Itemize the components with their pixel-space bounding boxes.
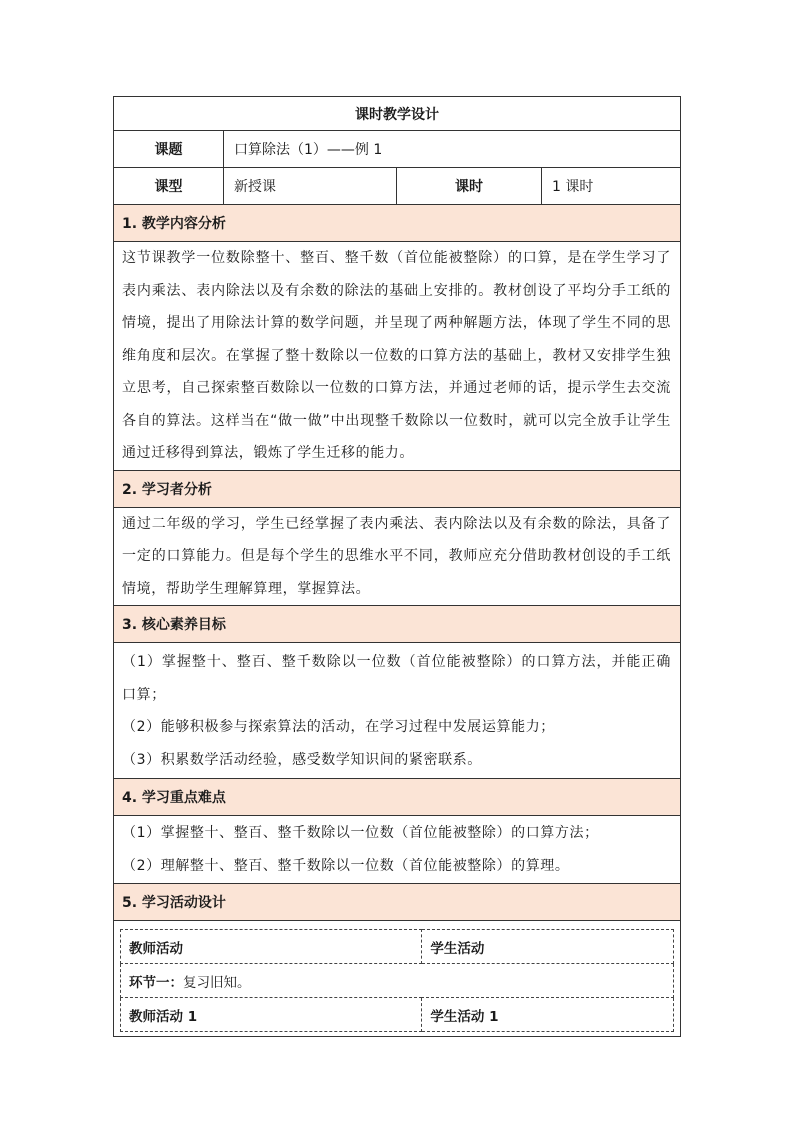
section-activity-design-body	[114, 921, 681, 1037]
lesson-plan-table	[113, 96, 681, 1037]
lesson-plan-document	[113, 96, 680, 1037]
topic-value: 口算除法（1）——例 1	[224, 131, 681, 168]
stage-text: 复习旧知。	[183, 974, 251, 991]
section-content-analysis-heading: 1. 教学内容分析	[114, 205, 681, 242]
key-point-item: （2）理解整十、整百、整千数除以一位数（首位能被整除）的算理。	[122, 857, 570, 874]
section-key-points-heading: 4. 学习重点难点	[114, 779, 681, 816]
section-content-analysis-text: 这节课教学一位数除整十、整百、整千数（首位能被整除）的口算，是在学生学习了表内乘法、表内除法以及有余数的除法的基础上安排的。教材创设了平均分手工纸的情境，提出了用除法计算的数学问题，并呈现了两种解题方法，体现了学生不同的思维角度和层次。在掌握了整十数除以一位数的口算方法的基础上，教材又安排学生独立思考，自己探索整百数除以一位数的口算方法，并通过老师的话，提示学生去交流各自的算法。这样当在“做一做”中出现整千数除以一位数时，就可以完全放手让学生通过迁移得到算法，锻炼了学生迁移的能力。	[114, 242, 681, 471]
student-activity-1: 学生活动 1	[422, 998, 674, 1032]
topic-label: 课题	[114, 131, 224, 168]
document-title: 课时教学设计	[114, 97, 681, 131]
teacher-activity-1: 教师活动 1	[121, 998, 422, 1032]
section-learner-analysis-text: 通过二年级的学习，学生已经掌握了表内乘法、表内除法以及有余数的除法，具备了一定的口算能力。但是每个学生的思维水平不同，教师应充分借助教材创设的手工纸情境，帮助学生理解算理，掌握算法。	[114, 507, 681, 606]
section-activity-design-heading: 5. 学习活动设计	[114, 884, 681, 921]
activity-table	[120, 929, 674, 1032]
class-hours-label: 课时	[397, 168, 542, 205]
lesson-type-value: 新授课	[224, 168, 397, 205]
goal-item: （2）能够积极参与探索算法的活动，在学习过程中发展运算能力；	[122, 719, 555, 735]
lesson-type-label: 课型	[114, 168, 224, 205]
stage-one-row	[121, 964, 674, 998]
teacher-activity-header: 教师活动	[121, 930, 422, 964]
stage-label: 环节一：	[129, 974, 183, 991]
key-point-item: （1）掌握整十、整百、整千数除以一位数（首位能被整除）的口算方法；	[122, 825, 599, 841]
goal-item: （3）积累数学活动经验，感受数学知识间的紧密联系。	[122, 751, 482, 768]
student-activity-header: 学生活动	[422, 930, 674, 964]
section-key-points-body	[114, 816, 681, 884]
goal-item: （1）掌握整十、整百、整千数除以一位数（首位能被整除）的口算方法，并能正确口算；	[122, 654, 671, 703]
class-hours-value: 1 课时	[542, 168, 681, 205]
section-learner-analysis-heading: 2. 学习者分析	[114, 470, 681, 507]
section-core-goals-body	[114, 643, 681, 779]
section-core-goals-heading: 3. 核心素养目标	[114, 606, 681, 643]
